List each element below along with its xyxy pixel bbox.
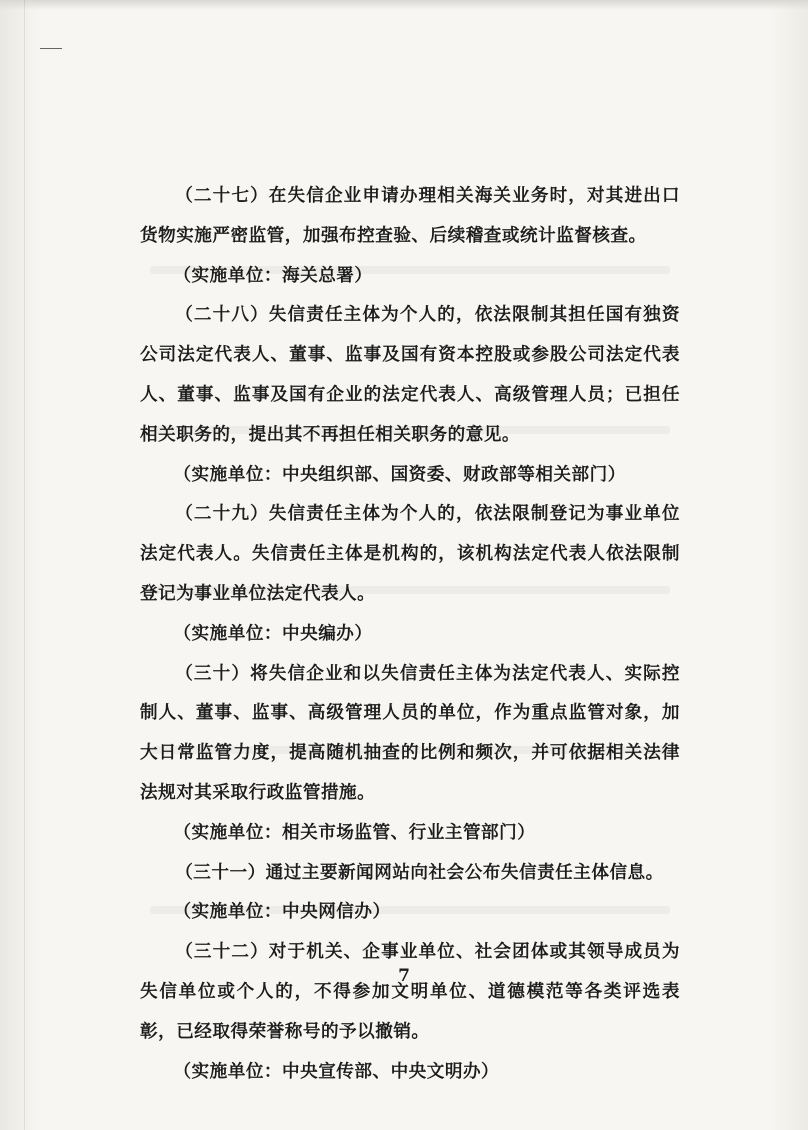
implementing-unit-31: （实施单位：中央网信办） [173,901,391,923]
implementing-unit-30: （实施单位：相关市场监管、行业主管部门） [173,821,536,843]
paragraph-31: （三十一）通过主要新闻网站向社会公布失信责任主体信息。 [175,861,664,883]
document-body [140,176,680,1091]
page-number: 7 [398,966,410,986]
implementing-unit-28: （实施单位：中央组织部、国资委、财政部等相关部门） [173,463,626,485]
implementing-unit-27: （实施单位：海关总署） [173,264,373,286]
paragraph-27: （二十七）在失信企业申请办理相关海关业务时，对其进出口货物实施严密监管，加强布控查验、后续稽查或统计监督核查。 [140,185,680,246]
paragraph-28: （二十八）失信责任主体为个人的，依法限制其担任国有独资公司法定代表人、董事、监事及国有资本控股或参股公司法定代表人、董事、监事及国有企业的法定代表人、高级管理人员；已担任相关职务的，提出其不再担任相关职务的意见。 [140,304,680,445]
implementing-unit-32: （实施单位：中央宣传部、中央文明办） [173,1060,500,1082]
scan-margin-mark [40,48,62,49]
paragraph-30: （三十）将失信企业和以失信责任主体为法定代表人、实际控制人、董事、监事、高级管理人员的单位，作为重点监管对象，加大日常监管力度，提高随机抽查的比例和频次，并可依据相关法律法规对其采取行政监管措施。 [140,662,680,803]
paragraph-29: （二十九）失信责任主体为个人的，依法限制登记为事业单位法定代表人。失信责任主体是机构的，该机构法定代表人依法限制登记为事业单位法定代表人。 [140,503,680,604]
scan-left-edge [24,0,25,1130]
paragraph-32: （三十二）对于机关、企事业单位、社会团体或其领导成员为失信单位或个人的，不得参加文明单位、道德模范等各类评选表彰，已经取得荣誉称号的予以撤销。 [140,941,680,1042]
implementing-unit-29: （实施单位：中央编办） [173,622,373,644]
scan-top-shadow [0,0,808,10]
